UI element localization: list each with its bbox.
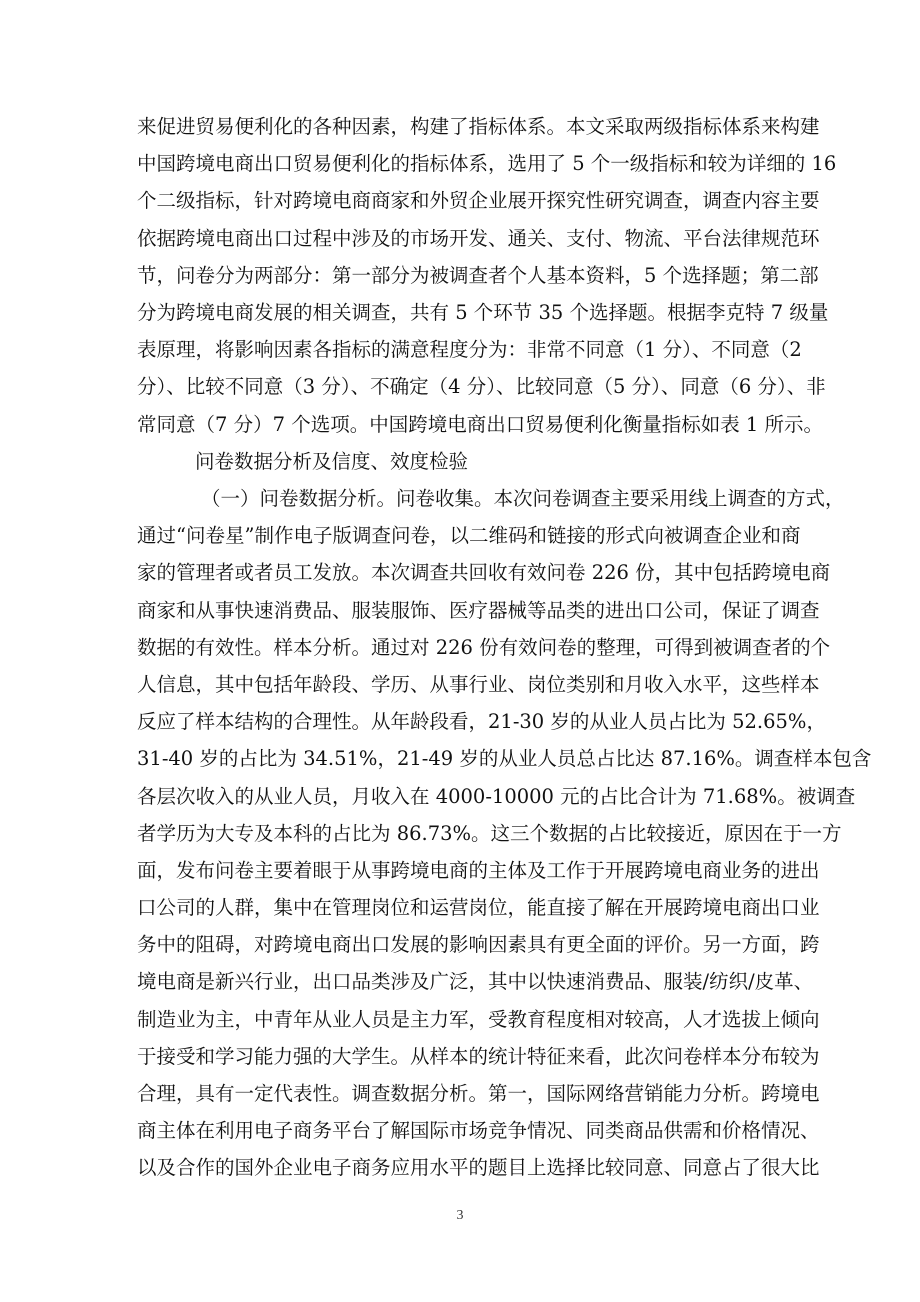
text-line: 制造业为主，中青年从业人员是主力军，受教育程度相对较高，人才选拔上倾向 bbox=[137, 1007, 820, 1031]
text-line: 人信息，其中包括年龄段、学历、从事行业、岗位类别和月收入水平，这些样本 bbox=[137, 672, 820, 696]
text-line: 商主体在利用电子商务平台了解国际市场竞争情况、同类商品供需和价格情况、 bbox=[137, 1119, 820, 1143]
body-paragraph-1 bbox=[137, 108, 837, 443]
text-line: 分为跨境电商发展的相关调查，共有 5 个环节 35 个选择题。根据李克特 7 级量 bbox=[137, 300, 829, 324]
text-line: 通过“问卷星”制作电子版调查问卷，以二维码和链接的形式向被调查企业和商 bbox=[137, 524, 801, 548]
text-line: 各层次收入的从业人员，月收入在 4000-10000 元的占比合计为 71.68%。被调查 bbox=[137, 784, 856, 808]
text-line: 31-40 岁的占比为 34.51%，21-49 岁的从业人员总占比达 87.16%。调查样本包含 bbox=[137, 747, 872, 771]
text-line: 常同意（7 分）7 个选项。中国跨境电商出口贸易便利化衡量指标如表 1 所示。 bbox=[137, 412, 824, 436]
text-line: 中国跨境电商出口贸易便利化的指标体系，选用了 5 个一级指标和较为详细的 16 bbox=[137, 152, 837, 176]
page-number: 3 bbox=[456, 1208, 464, 1223]
text-line: 来促进贸易便利化的各种因素，构建了指标体系。本文采取两级指标体系来构建 bbox=[137, 115, 820, 138]
text-line: 于接受和学习能力强的大学生。从样本的统计特征来看，此次问卷样本分布较为 bbox=[137, 1044, 820, 1068]
text-line: 分）、比较不同意（3 分）、不确定（4 分）、比较同意（5 分）、同意（6 分）、非 bbox=[137, 375, 826, 399]
text-line: 个二级指标，针对跨境电商商家和外贸企业展开探究性研究调查，调查内容主要 bbox=[137, 189, 820, 213]
text-line: 表原理，将影响因素各指标的满意程度分为：非常不同意（1 分）、不同意（2 bbox=[137, 338, 802, 362]
section-heading-block bbox=[137, 443, 795, 480]
text-line: 境电商是新兴行业，出口品类涉及广泛，其中以快速消费品、服装/纺织/皮革、 bbox=[137, 970, 814, 994]
text-line: 合理，具有一定代表性。调查数据分析。第一，国际网络营销能力分析。跨境电 bbox=[137, 1082, 820, 1105]
body-paragraph-2 bbox=[137, 480, 872, 1187]
text-line: 数据的有效性。样本分析。通过对 226 份有效问卷的整理，可得到被调查者的个 bbox=[137, 635, 831, 659]
text-line: （一）问卷数据分析。问卷收集。本次问卷调查主要采用线上调查的方式， bbox=[201, 487, 845, 510]
text-line: 反应了样本结构的合理性。从年龄段看，21-30 岁的从业人员占比为 52.65%， bbox=[137, 710, 826, 734]
text-line: 者学历为大专及本科的占比为 86.73%。这三个数据的占比较接近，原因在于一方 bbox=[137, 821, 842, 845]
text-line: 家的管理者或者员工发放。本次调查共回收有效问卷 226 份，其中包括跨境电商 bbox=[137, 561, 831, 585]
section-heading: 问卷数据分析及信度、效度检验 bbox=[195, 450, 469, 473]
text-line: 商家和从事快速消费品、服装服饰、医疗器械等品类的进出口公司，保证了调查 bbox=[137, 598, 820, 622]
text-line: 务中的阻碍，对跨境电商出口发展的影响因素具有更全面的评价。另一方面，跨 bbox=[137, 933, 820, 957]
text-line: 节，问卷分为两部分：第一部分为被调查者个人基本资料，5 个选择题；第二部 bbox=[137, 263, 819, 287]
text-line: 面，发布问卷主要着眼于从事跨境电商的主体及工作于开展跨境电商业务的进出 bbox=[137, 858, 820, 882]
text-line: 口公司的人群，集中在管理岗位和运营岗位，能直接了解在开展跨境电商出口业 bbox=[137, 896, 820, 920]
text-line: 以及合作的国外企业电子商务应用水平的题目上选择比较同意、同意占了很大比 bbox=[137, 1156, 820, 1180]
text-line: 依据跨境电商出口过程中涉及的市场开发、通关、支付、物流、平台法律规范环 bbox=[137, 226, 820, 250]
